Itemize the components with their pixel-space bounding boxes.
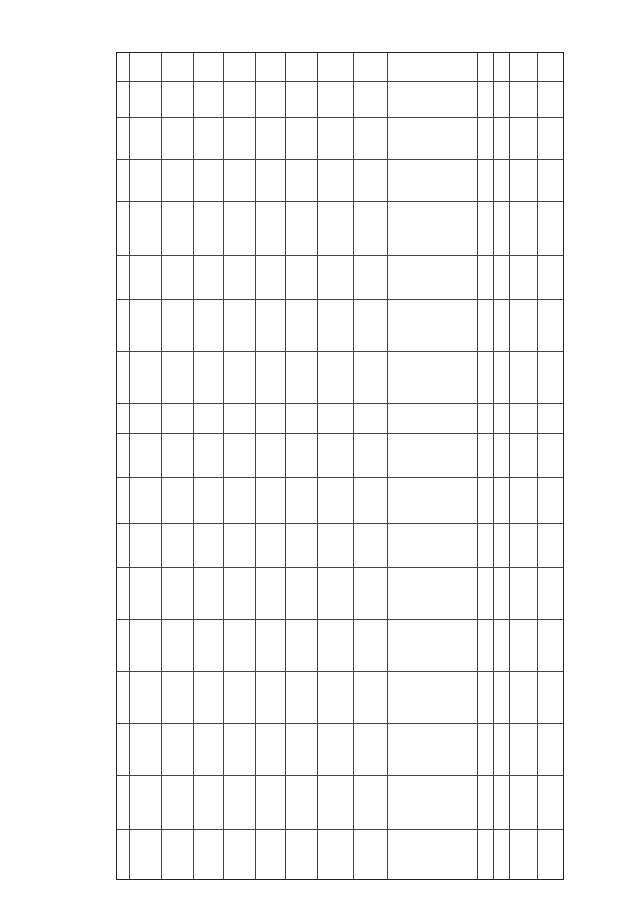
- row-divider: [117, 723, 563, 724]
- row-divider: [117, 671, 563, 672]
- header-divider: [537, 53, 538, 879]
- col-divider: [317, 53, 318, 879]
- col-divider: [477, 53, 478, 879]
- col-divider: [193, 53, 194, 879]
- row-divider: [117, 159, 563, 160]
- row-divider: [117, 775, 563, 776]
- header-divider: [509, 53, 510, 879]
- col-divider: [255, 53, 256, 879]
- col-divider: [353, 53, 354, 879]
- row-divider: [117, 117, 563, 118]
- col-divider: [285, 53, 286, 879]
- row-divider: [117, 81, 563, 82]
- row-divider: [117, 201, 563, 202]
- col-divider: [387, 53, 388, 879]
- row-divider: [117, 403, 563, 404]
- row-divider: [117, 351, 563, 352]
- row-divider: [117, 619, 563, 620]
- row-divider: [117, 433, 563, 434]
- col-divider: [129, 53, 130, 879]
- row-divider: [117, 299, 563, 300]
- row-divider: [117, 567, 563, 568]
- row-divider: [117, 829, 563, 830]
- rotated-table: [116, 52, 564, 880]
- row-divider: [117, 477, 563, 478]
- col-divider: [493, 53, 494, 879]
- row-divider: [117, 523, 563, 524]
- col-divider: [161, 53, 162, 879]
- col-divider: [223, 53, 224, 879]
- row-divider: [117, 255, 563, 256]
